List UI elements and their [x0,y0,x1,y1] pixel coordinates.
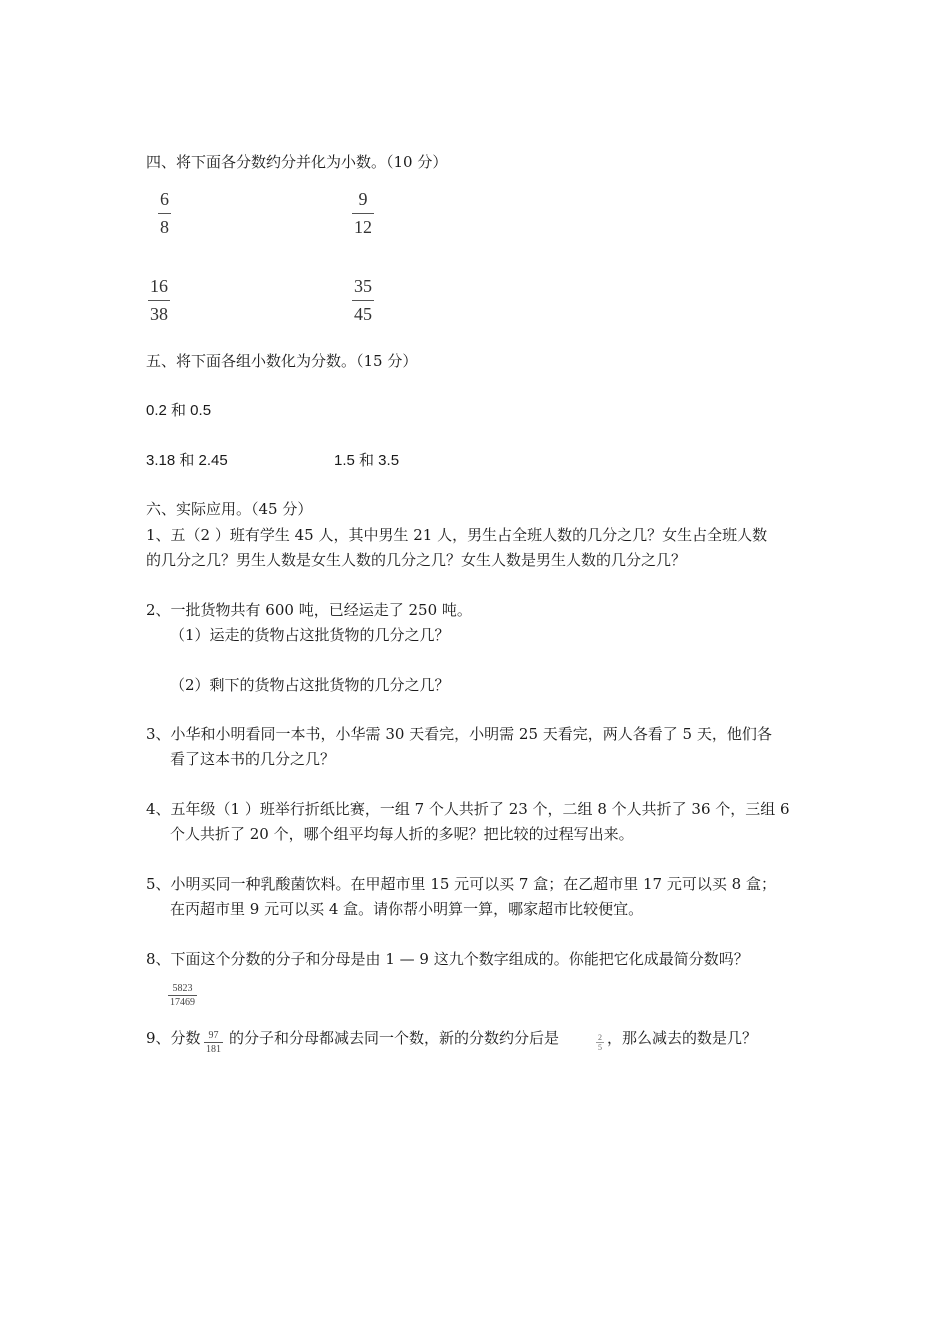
section-6-heading: 六、实际应用。（45 分） [146,500,313,518]
fraction-numerator: 35 [354,276,372,296]
question-3-line-1: 3、小华和小明看同一本书，小华需 30 天看完，小明需 25 天看完，两人各看了 5 天，他们各 [146,725,772,743]
fraction-bar [352,300,374,301]
fraction-bar [158,213,171,214]
fraction-numerator: 6 [160,189,169,209]
question-2-sub-2: （2）剩下的货物占这批货物的几分之几？ [170,676,450,694]
decimal-pair-3: 1.5 和 3.5 [334,452,400,469]
section-5-heading: 五、将下面各组小数化为分数。（15 分） [146,352,418,370]
fraction-bar [352,213,374,214]
fraction-denominator: 181 [206,1044,221,1055]
question-1-line-2: 的几分之几？男生人数是女生人数的几分之几？女生人数是男生人数的几分之几？ [146,551,687,569]
fraction-numerator: 5823 [172,983,193,994]
fraction-numerator: 2 [598,1033,602,1042]
fraction-bar [204,1042,223,1043]
fraction-denominator: 12 [354,217,372,237]
fraction-numerator: 97 [208,1030,219,1041]
fraction-9-12 [352,188,374,238]
fraction-bar [148,300,170,301]
question-2-line-1: 2、一批货物共有 600 吨，已经运走了 250 吨。 [146,601,472,619]
fraction-numerator: 9 [358,189,368,209]
decimal-pair-1: 0.2 和 0.5 [146,402,212,419]
fraction-denominator: 5 [598,1043,602,1052]
fraction-bar [168,995,197,996]
question-3-line-2: 看了这本书的几分之几？ [170,750,336,768]
fraction-6-8 [158,188,171,238]
question-4-line-1: 4、五年级（1 ）班举行折纸比赛，一组 7 个人共折了 23 个，二组 8 个人共折了 36 个，三组 6 [146,800,790,818]
question-9-middle: 的分子和分母都减去同一个数，新的分数约分后是 [229,1029,560,1047]
section-4-heading: 四、将下面各分数约分并化为小数。（10 分） [146,153,448,171]
question-9-suffix: ，那么减去的数是几？ [607,1029,758,1047]
question-1-line-1: 1、五（2 ）班有学生 45 人，其中男生 21 人，男生占全班人数的几分之几？女生占全班人数 [146,526,768,544]
fraction-35-45 [352,275,374,325]
fraction-2-5 [596,1033,604,1052]
fraction-16-38 [148,275,170,325]
question-9-prefix: 9、分数 [146,1029,201,1047]
fraction-5823-17469 [168,983,197,1008]
question-5-line-2: 在丙超市里 9 元可以买 4 盒。请你帮小明算一算，哪家超市比较便宜。 [170,900,644,918]
decimal-pair-2: 3.18 和 2.45 [146,452,228,469]
fraction-numerator: 16 [150,276,168,296]
question-4-line-2: 个人共折了 20 个，哪个组平均每人折的多呢？把比较的过程写出来。 [170,825,634,843]
question-5-line-1: 5、小明买同一种乳酸菌饮料。在甲超市里 15 元可以买 7 盒；在乙超市里 17 元可以买 8 盒； [146,875,776,893]
fraction-denominator: 17469 [170,997,195,1008]
fraction-denominator: 8 [160,217,169,237]
fraction-denominator: 38 [150,304,168,324]
question-8-line-1: 8、下面这个分数的分子和分母是由 1 — 9 这九个数字组成的。你能把它化成最简分数吗？ [146,950,749,968]
fraction-denominator: 45 [354,304,372,324]
question-2-sub-1: （1）运走的货物占这批货物的几分之几？ [170,626,450,644]
fraction-97-181 [204,1030,223,1055]
